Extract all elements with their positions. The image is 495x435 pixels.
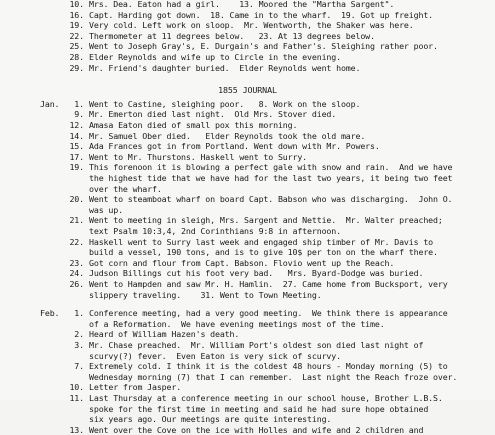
entry-text: Ada Frances got in from Portland. Went down with Mr. Powers. [89,141,380,152]
month-label: Jan. [40,98,60,109]
entry-text: Went to Hampden and saw Mr. H. Hamlin. 27. Came home from Bucksport, very [89,279,448,289]
journal-line [0,425,495,435]
journal-line [0,162,495,172]
entry-text: Went to meeting in sleigh, Mrs. Sargent and Nettie. Mr. Walter preached; [89,215,443,226]
entry-day: 22. [69,30,84,41]
journal-line [0,184,495,194]
journal-line [0,20,495,30]
entry-day: 24. [69,268,84,279]
journal-line [0,131,495,141]
entry-text: Mr. Friend's daughter buried. Elder Reynolds went home. [89,62,361,73]
journal-line [0,247,495,257]
journal-line [0,329,495,339]
entry-text: Amasa Eaton died of small pox this morning. [89,120,298,130]
entry-day: 19. [69,20,84,31]
entry-day: 12. [69,120,84,130]
journal-heading: 1855 JOURNAL [218,85,277,96]
journal-line [0,404,495,414]
journal-line [0,361,495,371]
entry-day: 11. [69,393,84,403]
journal-line [0,414,495,424]
journal-line [0,372,495,382]
entry-day: 10. [69,382,84,393]
journal-line [0,258,495,268]
entry-text: the highest tide that we have had for the last two years, it being two feet [89,173,453,183]
entry-text: text Psalm 10:3,4, 2nd Corinthians 9:8 in afternoon. [89,226,341,236]
entry-text: Went to Joseph Gray's, E. Durgain's and Father's. Sleighing rather poor. [89,41,438,52]
journal-line [0,226,495,236]
entry-day: 22. [69,236,84,247]
entry-text: Mr. Samuel Ober died. Elder Reynolds took the old mare. [89,130,366,141]
journal-line [0,141,495,151]
journal-line [0,268,495,278]
entry-day: 9. [74,109,84,120]
entry-text: spoke for the first time in meeting and said he had sure hope obtained [89,403,429,414]
journal-line [0,215,495,225]
entry-day: 1. [74,308,84,319]
entry-text: Capt. Harding got down. 18. Came in to the wharf. 19. Got up freight. [89,9,434,20]
entry-text: Mr. Chase preached. Mr. William Port's oldest son died last night of [89,340,424,350]
entry-text: slippery traveling. 31. Went to Town Meeting. [89,289,322,300]
entry-text: Went to Mr. Thurstons. Haskell went to Surry. [89,151,308,162]
journal-line [0,173,495,183]
entry-text: Extremely cold. I think it is the coldest 48 hours - Monday morning (5) to [89,361,448,372]
journal-line [0,393,495,403]
entry-day: 1. [74,98,84,109]
entry-text: Haskell went to Surry last week and engaged ship timber of Mr. Davis to [89,236,434,247]
journal-line [0,290,495,300]
journal-line [0,205,495,215]
entry-text: Judson Billings cut his foot very bad. Mrs. Byard-Dodge was buried. [89,268,424,279]
entry-day: 14. [69,130,84,141]
journal-line [0,308,495,318]
entry-day: 20. [69,194,84,205]
entry-day: 7. [74,361,84,372]
entry-text: Wednesday morning (7) that I can remember. Last night the Reach froze over. [89,371,458,382]
journal-line [0,109,495,119]
entry-day: 21. [69,215,84,226]
entry-day: 29. [69,62,84,73]
entry-text: This forenoon it is blowing a perfect gale with snow and rain. And we have [89,162,453,173]
entry-text: Went to Castine, sleighing poor. 8. Work on the sloop. [89,98,361,109]
journal-line [0,41,495,51]
entry-text: Got corn and flour from Capt. Babson. Flovio went up the Reach. [89,257,395,268]
entry-text: Conference meeting, had a very good meeting. We think there is appearance [89,308,448,319]
journal-line [0,10,495,20]
entry-text: Went over the Cove on the ice with Holles and wife and 2 children and [89,424,424,435]
journal-line [0,52,495,62]
entry-text: Mr. Emerton died last night. Old Mrs. Stover died. [89,109,337,120]
journal-line [0,319,495,329]
entry-text: Elder Reynolds and wife up to Circle in the evening. [89,52,341,62]
entry-day: 19. [69,162,84,173]
journal-line [0,340,495,350]
entry-text: Thermometer at 11 degrees below. 23. At 13 degrees below. [89,30,375,41]
entry-day: 16. [69,9,84,20]
entry-text: of a Reformation. We have evening meetings most of the time. [89,318,385,329]
entry-text: Heard of William Hazen's death. [89,329,240,340]
entry-day: 28. [69,52,84,62]
entry-day: 25. [69,41,84,52]
entry-day: 13. [69,424,84,435]
entry-day: 3. [74,340,84,350]
journal-line [0,382,495,392]
journal-line [0,237,495,247]
journal-line [0,99,495,109]
entry-text: scurvy(?) fever. Even Eaton is very sick of scurvy. [89,350,341,361]
month-label: Feb. [40,308,60,319]
entry-text: build a vessel, 190 tons, and is to give 10$ per ton on the wharf there. [89,247,438,258]
entry-text: Very cold. Left work on sloop. Mr. Wentworth, the Shaker was here. [89,20,414,31]
entry-text: Last Thursday at a conference meeting in our school house, Brother L.B.S. [89,393,443,403]
journal-line [0,120,495,130]
entry-day: 17. [69,151,84,162]
entry-text: was up. [89,204,123,215]
journal-line [0,351,495,361]
entry-text: Mrs. Dea. Eaton had a girl. 13. Moored the "Martha Sargent". [89,0,395,9]
entry-text: Letter from Jasper. [89,382,182,393]
journal-line [0,0,495,9]
journal-line [0,31,495,41]
entry-text: Went to steamboat wharf on board Capt. Babson who was discharging. John O. [89,194,453,205]
journal-line [0,279,495,289]
entry-day: 2. [74,329,84,340]
entry-day: 15. [69,141,84,152]
entry-text: six years ago. Our meetings are quite interesting. [89,414,332,425]
journal-line [0,152,495,162]
entry-text: over the wharf. [89,183,162,194]
entry-day: 10. [69,0,84,9]
entry-day: 26. [69,279,84,289]
entry-day: 23. [69,257,84,268]
journal-line [0,194,495,204]
journal-line [0,63,495,73]
